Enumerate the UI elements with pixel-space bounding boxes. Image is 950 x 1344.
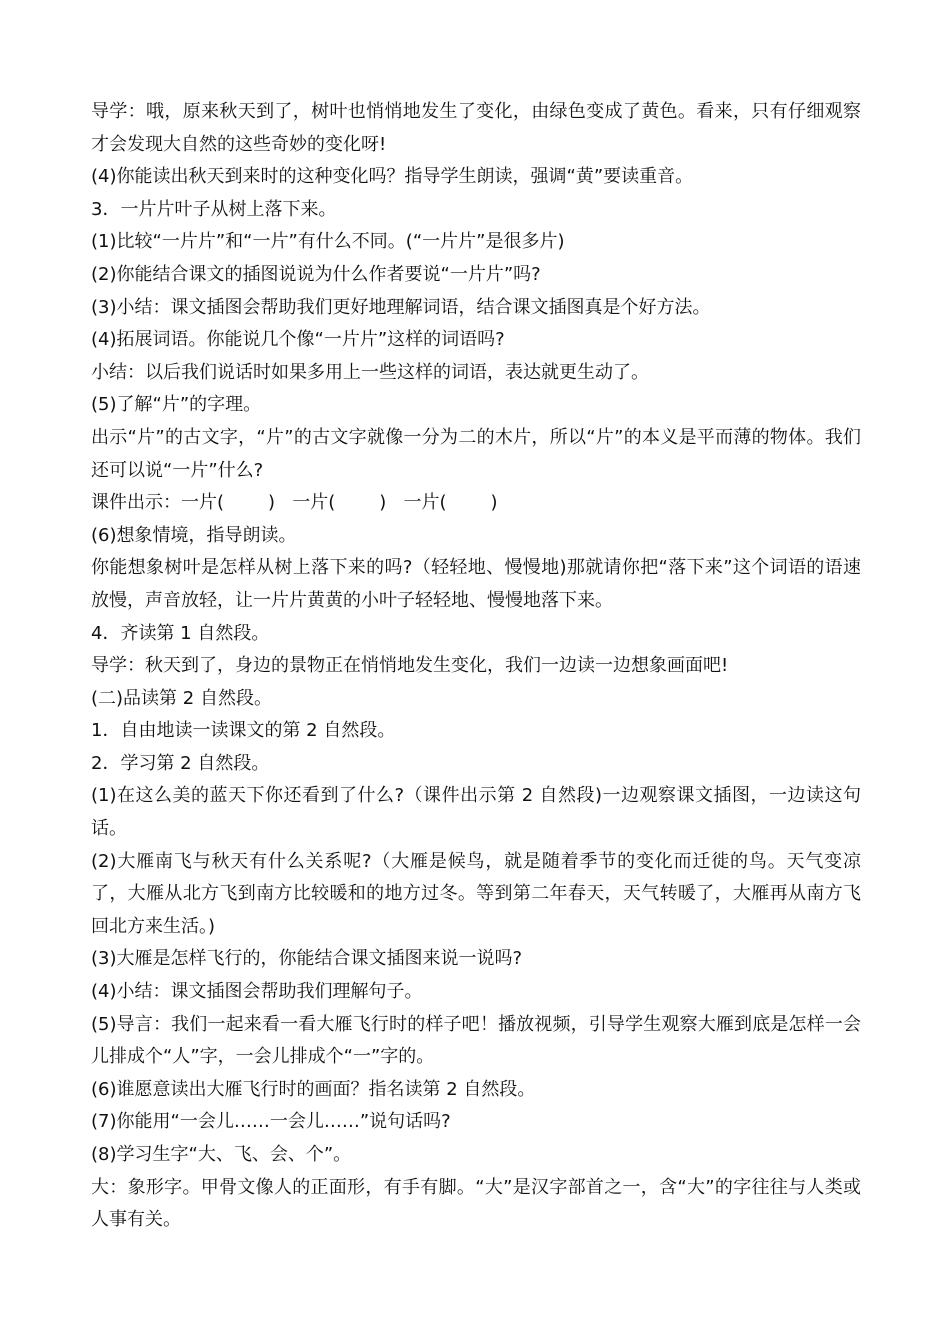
paragraph: (2)你能结合课文的插图说说为什么作者要说“一片片”吗? [91,263,541,285]
section-heading: (二)品读第 2 自然段。 [91,687,272,709]
paragraph: 出示“片”的古文字，“片”的古文字就像一分为二的木片，所以“片”的本义是平而薄的物体。我们还可以说“一片”什么? [91,426,861,481]
paragraph: (5)导言：我们一起来看一看大雁飞行时的样子吧！播放视频，引导学生观察大雁到底是怎样一会儿排成个“人”字，一会儿排成个“一”字的。 [91,1013,861,1068]
fill-blank-close: ) [490,492,498,514]
paragraph: (6)谁愿意读出大雁飞行时的画面？指名读第 2 自然段。 [91,1078,536,1100]
fill-blank-close: ) [268,492,276,514]
paragraph: 2．学习第 2 自然段。 [91,752,270,774]
paragraph: 小结：以后我们说话时如果多用上一些这样的词语，表达就更生动了。 [91,361,649,383]
paragraph: 3．一片片叶子从树上落下来。 [91,198,337,220]
paragraph: (4)拓展词语。你能说几个像“一片片”这样的词语吗? [91,329,505,351]
paragraph: (3)大雁是怎样飞行的，你能结合课文插图来说一说吗? [91,948,523,970]
paragraph: 1．自由地读一读课文的第 2 自然段。 [91,720,396,742]
paragraph: 4．齐读第 1 自然段。 [91,622,270,644]
courseware-prefix: 课件出示： [91,492,181,514]
paragraph: (4)你能读出秋天到来时的这种变化吗？指导学生朗读，强调“黄”要读重音。 [91,166,694,188]
fill-blank-item: 一片( [181,492,225,514]
document-page [91,96,861,1237]
paragraph: (1)比较“一片片”和“一片”有什么不同。(“一片片”是很多片) [91,231,565,253]
paragraph: (4)小结：课文插图会帮助我们理解句子。 [91,981,423,1003]
paragraph: 大：象形字。甲骨文像人的正面形，有手有脚。“大”是汉字部首之一，含“大”的字往往与人类或人事有关。 [91,1176,861,1231]
paragraph: (5)了解“片”的字理。 [91,394,262,416]
fill-blank-item: 一片( [403,492,447,514]
paragraph: (7)你能用“一会儿……一会儿……”说句话吗? [91,1111,451,1133]
paragraph: 导学：秋天到了，身边的景物正在悄悄地发生变化，我们一边读一边想象画面吧! [91,655,729,677]
paragraph: (2)大雁南飞与秋天有什么关系呢?（大雁是候鸟，就是随着季节的变化而迁徙的鸟。天气变凉了，大雁从北方飞到南方比较暖和的地方过冬。等到第二年春天，天气转暖了，大雁再从南方飞回北方来生活。) [91,850,861,937]
fill-blank-item: 一片( [292,492,336,514]
fill-blank-close: ) [379,492,387,514]
paragraph: (6)想象情境，指导朗读。 [91,524,297,546]
paragraph: (1)在这么美的蓝天下你还看到了什么?（课件出示第 2 自然段)一边观察课文插图，一边读这句话。 [91,785,861,840]
paragraph: (3)小结：课文插图会帮助我们更好地理解词语，结合课文插图真是个好方法。 [91,296,711,318]
paragraph: 导学：哦，原来秋天到了，树叶也悄悄地发生了变化，由绿色变成了黄色。看来，只有仔细观察才会发现大自然的这些奇妙的变化呀! [91,101,861,155]
paragraph: (8)学习生字“大、飞、会、个”。 [91,1144,352,1165]
courseware-line [91,487,861,520]
paragraph: 你能想象树叶是怎样从树上落下来的吗?（轻轻地、慢慢地)那就请你把“落下来”这个词语的语速放慢，声音放轻，让一片片黄黄的小叶子轻轻地、慢慢地落下来。 [91,557,861,611]
